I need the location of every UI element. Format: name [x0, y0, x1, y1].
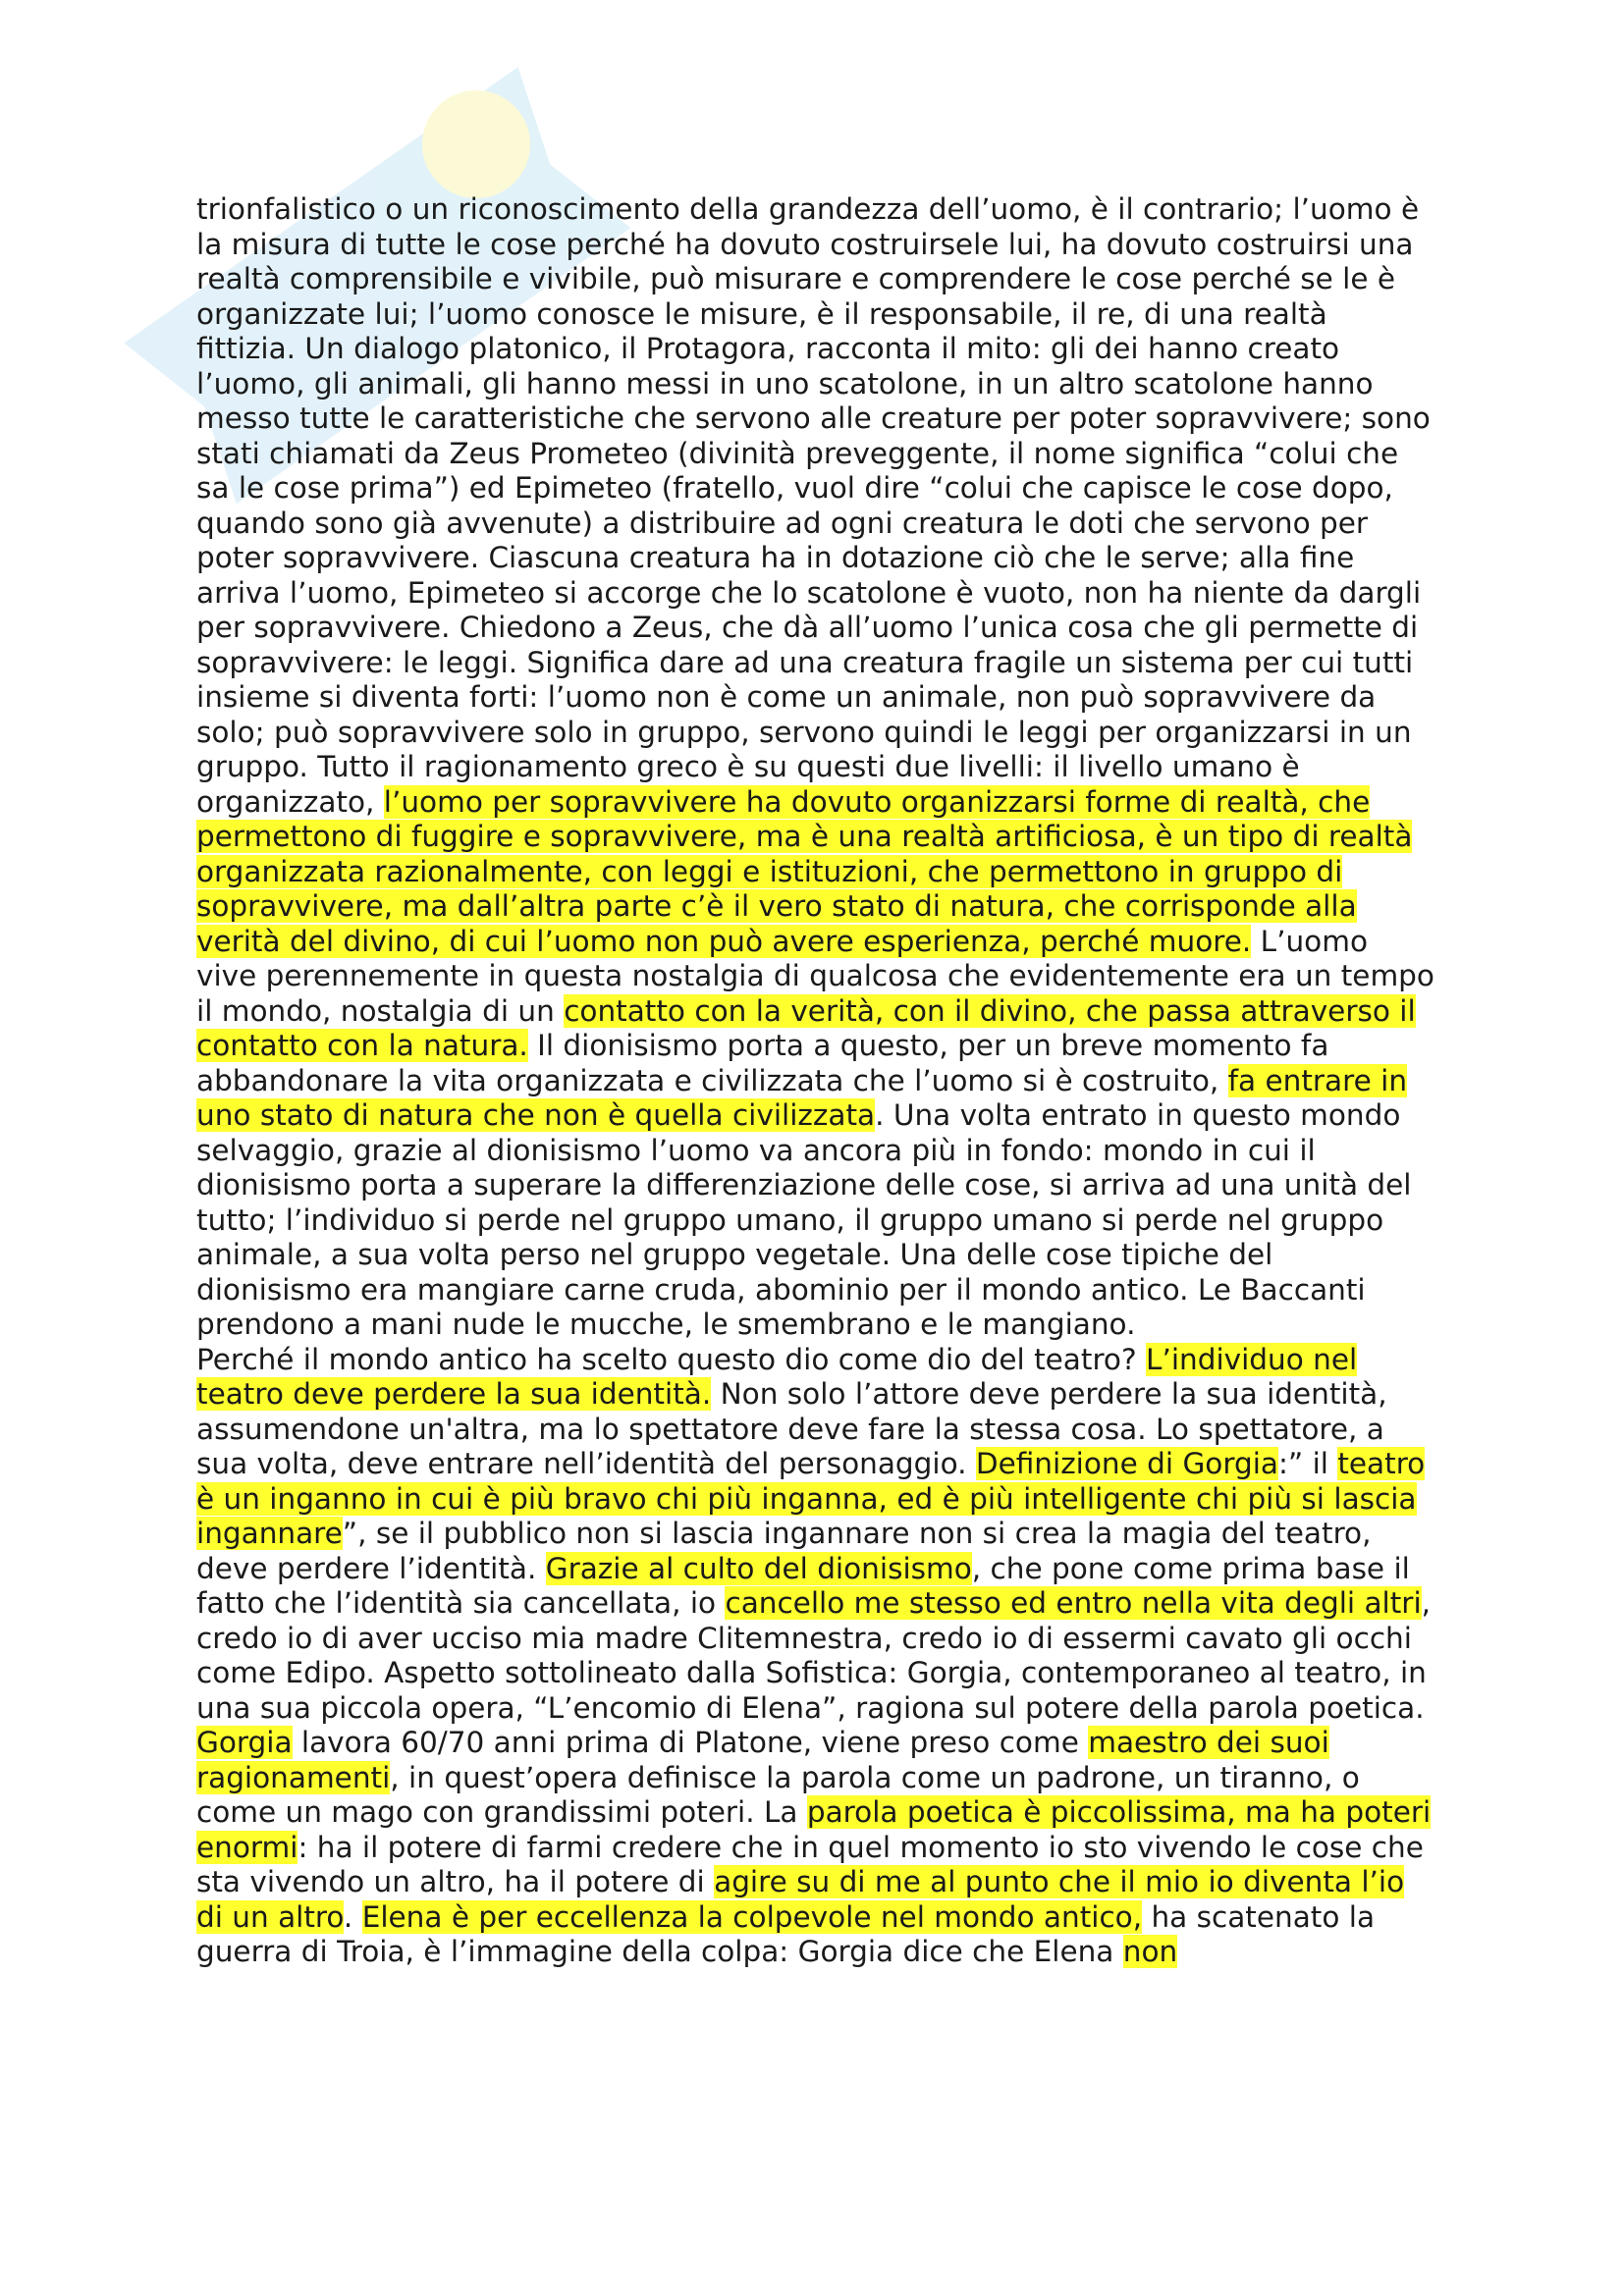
highlighted-text: teatro è un inganno in cui è più bravo chi più inganna, ed è più intelligente chi più si lascia ingannare [196, 1447, 1426, 1550]
text-run: trionfalistico o un riconoscimento della grandezza dell’uomo, è il contrario; l’uomo è la misura di tutte le cose perché ha dovuto costruirsele lui, ha dovuto costruirsi una realtà comprensibile e vivibile, può misurare e comprendere le cose perché se le è organizzate lui; l’uomo conosce le misure, è il responsabile, il re, di una realtà fittizia. Un dialogo platonico, il Protagora, racconta il mito: gli dei hanno creato l’uomo, gli animali, gli hanno messi in uno scatolone, in un altro scatolone hanno messo tutte le caratteristiche che servono alle creature per poter sopravvivere; sono stati chiamati da Zeus Prometeo (divinità preveggente, il nome significa “colui che sa le cose prima”) ed Epimeteo (fratello, vuol dire “colui che capisce le cose dopo, quando sono già avvenute) a distribuire ad ogni creatura le doti che servono per poter sopravvivere. Ciascuna creatura ha in dotazione ciò che le serve; alla fine arriva l’uomo, Epimeteo si accorge che lo scatolone è vuoto, non ha niente da dargli per sopravvivere. Chiedono a Zeus, che dà all’uomo l’unica cosa che gli permette di sopravvivere: le leggi. Significa dare ad una creatura fragile un sistema per cui tutti insieme si diventa forti: l’uomo non è come un animale, non può sopravvivere da solo; può sopravvivere solo in gruppo, servono quindi le leggi per organizzarsi in un gruppo. Tutto il ragionamento greco è su questi due livelli: il livello umano è organizzato, [196, 192, 1431, 819]
highlighted-text: L’individuo nel teatro deve perdere la sua identità. [196, 1342, 1358, 1411]
text-run: , credo io di aver ucciso mia madre Clitemnestra, credo io di essermi cavato gli occhi come Edipo. Aspetto sottolineato dalla Sofistica: Gorgia, contemporaneo al teatro, in una sua piccola opera, “L’encomio di Elena”, ragiona sul potere della parola poetica. [196, 1586, 1432, 1725]
text-run: . Una volta entrato in questo mondo selvaggio, grazie al dionisismo l’uomo va ancora più in fondo: mondo in cui il dionisismo porta a superare la differenziazione delle cose, si arriva ad una unità del tutto; l’individuo si perde nel gruppo umano, il gruppo umano si perde nel gruppo animale, a sua volta perso nel gruppo vegetale. Una delle cose tipiche del dionisismo era mangiare carne cruda, abominio per il mondo antico. Le Baccanti prendono a mani nude le mucche, le smembrano e le mangiano. [196, 1098, 1412, 1341]
highlighted-text: agire su di me al punto che il mio io diventa l’io di un altro [196, 1865, 1405, 1934]
highlighted-text: maestro dei suoi ragionamenti [196, 1726, 1329, 1794]
highlighted-text: parola poetica è piccolissima, ma ha poteri enormi [196, 1795, 1432, 1864]
highlighted-text: non [1122, 1935, 1178, 1968]
paragraph-2 [196, 1343, 1435, 1970]
text-run: : ha il potere di farmi credere che in quel momento io sto vivendo le cose che sta vivendo un altro, ha il potere di [196, 1830, 1424, 1898]
highlighted-text: l’uomo per sopravvivere ha dovuto organizzarsi forme di realtà, che permettono di fuggire e sopravvivere, ma è una realtà artificiosa, è un tipo di realtà organizzata razionalmente, con leggi e istituzioni, che permettono in gruppo di sopravvivere, ma dall’altra parte c’è il vero stato di natura, che corrisponde alla verità del divino, di cui l’uomo non può avere esperienza, perché muore. [196, 784, 1413, 958]
text-run: , che pone come prima base il fatto che l’identità sia cancellata, io [196, 1551, 1410, 1620]
highlighted-text: Gorgia [196, 1726, 293, 1759]
paragraph-1 [196, 192, 1435, 1343]
text-run: L’uomo vive perennemente in questa nostalgia di qualcosa che evidentemente era un tempo il mondo, nostalgia di un [196, 924, 1434, 1028]
text-run: lavora 60/70 anni prima di Platone, viene preso come [292, 1726, 1089, 1759]
text-run: Non solo l’attore deve perdere la sua identità, assumendone un'altra, ma lo spettatore deve fare la stessa cosa. Lo spettatore, a sua volta, deve entrare nell’identità del personaggio. [196, 1377, 1387, 1480]
highlighted-text: Grazie al culto del dionisismo [545, 1551, 972, 1585]
text-run: , in quest’opera definisce la parola come un padrone, un tiranno, o come un mago con grandissimi poteri. La [196, 1760, 1360, 1829]
text-run: ha scatenato la guerra di Troia, è l’immagine della colpa: Gorgia dice che Elena [196, 1899, 1376, 1968]
text-run: ”, se il pubblico non si lascia ingannare non si crea la magia del teatro, deve perdere l’identità. [196, 1517, 1372, 1585]
highlighted-text: fa entrare in uno stato di natura che non è quella civilizzata [196, 1063, 1408, 1132]
highlighted-text: cancello me stesso ed entro nella vita degli altri [725, 1586, 1422, 1620]
text-run: Il dionisismo porta a questo, per un breve momento fa abbandonare la vita organizzata e civilizzata che l’uomo si è costruito, [196, 1029, 1329, 1097]
text-run: :” il [1277, 1447, 1338, 1480]
document-body [196, 192, 1435, 1970]
text-run: . [343, 1899, 362, 1934]
highlighted-text: Elena è per eccellenza la colpevole nel mondo antico, [361, 1899, 1143, 1934]
highlighted-text: contatto con la verità, con il divino, che passa attraverso il contatto con la natura. [196, 993, 1416, 1062]
text-run: Perché il mondo antico ha scelto questo dio come dio del teatro? [196, 1342, 1147, 1376]
highlighted-text: Definizione di Gorgia [975, 1447, 1278, 1480]
